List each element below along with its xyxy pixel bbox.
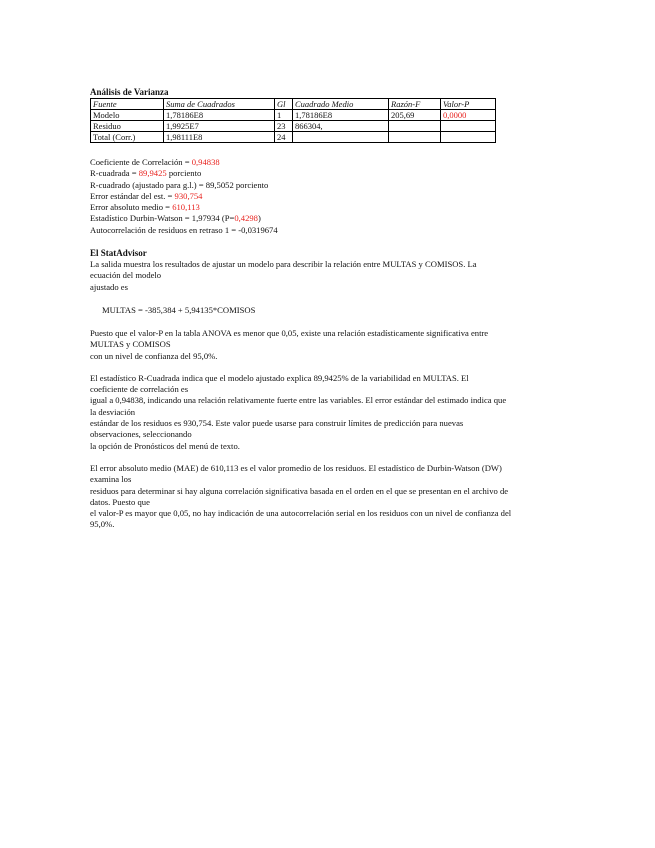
- text-line: datos. Puesto que: [90, 496, 150, 507]
- cell-razon-f: [389, 132, 441, 143]
- stat-mean-absolute-error: [90, 202, 570, 213]
- stat-label: Error estándar del est. =: [90, 190, 175, 201]
- fit-statistics: [90, 157, 570, 236]
- stat-label: R-cuadrada =: [90, 168, 139, 179]
- text-line: la desviación: [90, 406, 136, 417]
- stat-r-squared-adjusted: R-cuadrado (ajustado para g.l.) = 89,5052 porciento: [90, 179, 269, 190]
- text-line: observaciones, seleccionando: [90, 429, 192, 440]
- text-line: ajustado es: [90, 281, 128, 292]
- advisor-title: El StatAdvisor: [90, 248, 147, 259]
- header-valor-p: Valor-P: [441, 99, 496, 110]
- stat-suffix: porciento: [166, 168, 202, 179]
- stat-value: 0,94838: [191, 157, 220, 167]
- table-row: [91, 121, 496, 132]
- text-line: estándar de los residuos es 930,754. Este valor puede usarse para construir límites de predicción para nuevas: [90, 418, 464, 429]
- text-line: residuos para determinar si hay alguna correlación significativa basada en el orden en el que se presentan en el archivo de: [90, 485, 509, 496]
- stat-standard-error: [90, 191, 570, 202]
- text-line: el valor-P es mayor que 0,05, no hay indicación de una autocorrelación serial en los residuos con un nivel de confianza del: [90, 508, 512, 519]
- stat-value: 89,9425: [138, 168, 167, 179]
- model-equation: MULTAS = -385,384 + 5,94135*COMISOS: [102, 304, 256, 315]
- header-razon-f: Razón-F: [389, 99, 441, 110]
- cell-cuadrado-medio: 866304,: [293, 121, 389, 132]
- text-line: examina los: [90, 474, 132, 485]
- stat-value: 930,754: [174, 190, 203, 201]
- text-line: ecuación del modelo: [90, 270, 162, 281]
- text-line: la opción de Pronósticos del menú de texto.: [90, 440, 240, 451]
- cell-cuadrado-medio: 1,78186E8: [293, 110, 389, 121]
- cell-valor-p: [441, 132, 496, 143]
- stat-correlation: [90, 157, 570, 168]
- stat-autocorrelation: Autocorrelación de residuos en retraso 1 = -0,0319674: [90, 224, 278, 235]
- cell-cuadrado-medio: [293, 132, 389, 143]
- header-gl: Gl: [275, 99, 293, 110]
- text-line: El estadístico R-Cuadrada indica que el modelo ajustado explica 89,9425% de la variabilidad en MULTAS. El: [90, 372, 469, 383]
- text-line: 95,0%.: [90, 519, 115, 530]
- cell-razon-f: 205,69: [389, 110, 441, 121]
- text-line: La salida muestra los resultados de ajustar un modelo para describir la relación entre MULTAS y COMISOS. La: [90, 259, 477, 270]
- stat-label: Estadístico Durbin-Watson = 1,97934 (P=: [90, 213, 235, 224]
- cell-suma: 1,78186E8: [164, 110, 275, 121]
- stat-value: 610,113: [172, 202, 200, 213]
- header-suma-cuadrados: Suma de Cuadrados: [164, 99, 275, 110]
- table-row: [91, 132, 496, 143]
- stat-label: Error absoluto medio =: [90, 202, 173, 213]
- text-line: El error absoluto medio (MAE) de 610,113 es el valor promedio de los residuos. El estadístico de Durbin-Watson (DW): [90, 462, 502, 473]
- cell-gl: 24: [275, 132, 293, 143]
- cell-gl: 1: [275, 110, 293, 121]
- cell-razon-f: [389, 121, 441, 132]
- stat-label: Coeficiente de Correlación =: [90, 157, 192, 167]
- text-line: con un nivel de confianza del 95,0%.: [90, 350, 218, 361]
- cell-suma: 1,98111E8: [164, 132, 275, 143]
- stat-r-squared: [90, 168, 570, 179]
- stat-durbin-watson: [90, 213, 570, 224]
- cell-fuente: Modelo: [91, 110, 164, 121]
- cell-gl: 23: [275, 121, 293, 132]
- advisor-r-squared-paragraph: [90, 373, 570, 452]
- text-line: coeficiente de correlación es: [90, 384, 189, 395]
- cell-valor-p: [441, 121, 496, 132]
- header-cuadrado-medio: Cuadrado Medio: [293, 99, 389, 110]
- advisor-intro-paragraph: [90, 259, 570, 293]
- report-page: [90, 87, 570, 531]
- stat-value: 0,4298: [234, 213, 258, 224]
- cell-valor-p: 0,0000: [441, 110, 496, 121]
- cell-fuente: Total (Corr.): [91, 132, 164, 143]
- text-line: Puesto que el valor-P en la tabla ANOVA es menor que 0,05, existe una relación estadísticamente significativa entre: [90, 327, 489, 338]
- advisor-residuals-paragraph: [90, 463, 570, 531]
- anova-title: Análisis de Varianza: [90, 87, 169, 97]
- anova-header-row: [91, 99, 496, 110]
- text-line: igual a 0,94838, indicando una relación relativamente fuerte entre las variables. El error estándar del estimado indica que: [90, 395, 507, 406]
- advisor-significance-paragraph: [90, 328, 570, 362]
- table-row: [91, 110, 496, 121]
- anova-table: [90, 98, 496, 143]
- stat-suffix: ): [257, 213, 261, 224]
- cell-fuente: Residuo: [91, 121, 164, 132]
- cell-suma: 1,9925E7: [164, 121, 275, 132]
- text-line: MULTAS y COMISOS: [90, 339, 171, 350]
- header-fuente: Fuente: [91, 99, 164, 110]
